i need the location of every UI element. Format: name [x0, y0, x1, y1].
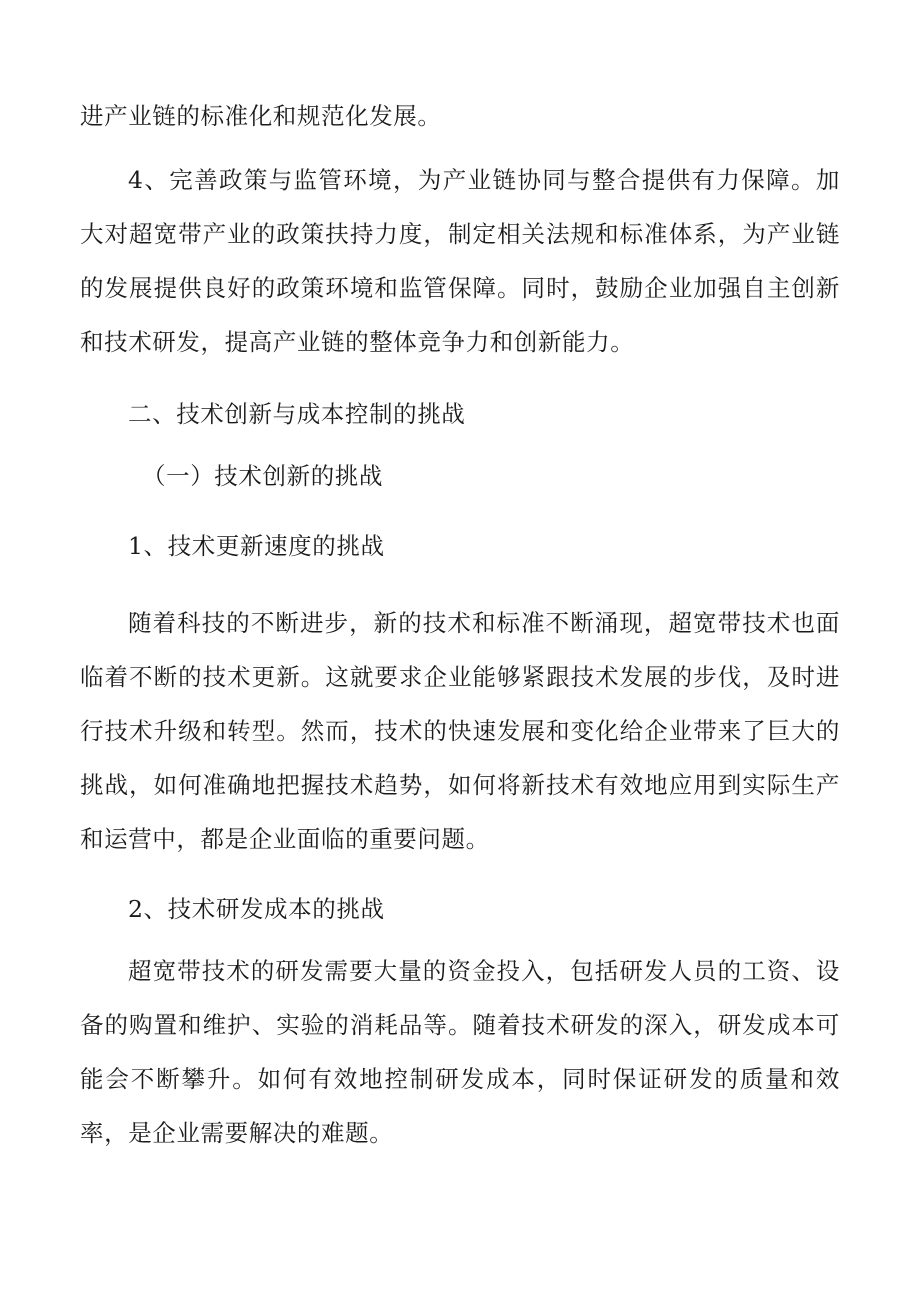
section-heading: 二、技术创新与成本控制的挑战 [128, 400, 466, 428]
item1-heading: 1、技术更新速度的挑战 [128, 532, 385, 560]
subsection-heading: （一）技术创新的挑战 [142, 462, 383, 490]
paragraph-policy-environment: 4、完善政策与监管环境，为产业链协同与整合提供有力保障。加大对超宽带产业的政策扶持力度，制定相关法规和标准体系，为产业链的发展提供良好的政策环境和监管保障。同时，鼓励企业加强自主创新和技术研发，提高产业链的整体竞争力和创新能力。 [80, 166, 840, 356]
item1-body: 随着科技的不断进步，新的技术和标准不断涌现，超宽带技术也面临着不断的技术更新。这就要求企业能够紧跟技术发展的步伐，及时进行技术升级和转型。然而，技术的快速发展和变化给企业带来了巨大的挑战，如何准确地把握技术趋势，如何将新技术有效地应用到实际生产和运营中，都是企业面临的重要问题。 [80, 609, 840, 853]
item2-body: 超宽带技术的研发需要大量的资金投入，包括研发人员的工资、设备的购置和维护、实验的消耗品等。随着技术研发的深入，研发成本可能会不断攀升。如何有效地控制研发成本，同时保证研发的质量和效率，是企业需要解决的难题。 [80, 957, 840, 1147]
paragraph-continuation: 进产业链的标准化和规范化发展。 [80, 102, 442, 130]
item2-heading: 2、技术研发成本的挑战 [128, 895, 385, 923]
